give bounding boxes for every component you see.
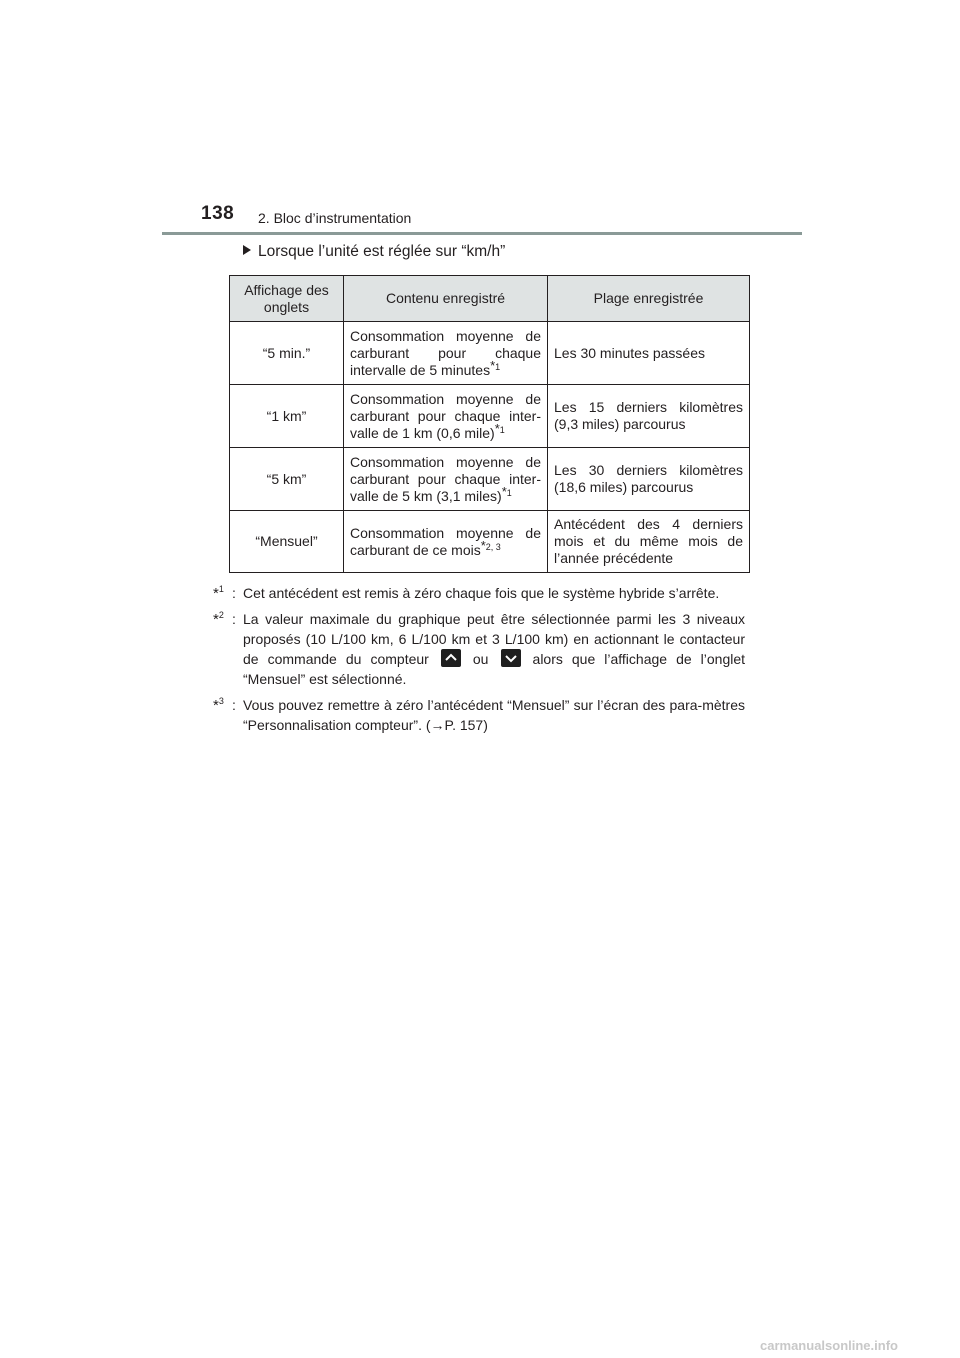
footnote-marker: *$^1$ :	[213, 584, 236, 602]
footnote-text-or: ou	[472, 651, 489, 667]
subheading-text: Lorsque l’unité est réglée sur “km/h”	[258, 243, 506, 260]
page-reference-link[interactable]: P. 157)	[444, 717, 488, 733]
footnote-text: Cet antécédent est remis à zéro chaque fois que le système hybride s’arrête.	[243, 585, 720, 601]
footnote-text: La valeur maximale du graphique peut être sélectionnée parmi les 3 niveaux proposés (10 L/100 km, 6 L/100 km et 3 L/100 km) en actionnant le contacteur de commande du compteur	[243, 611, 745, 667]
footnote-marker: *$^2$ :	[213, 610, 236, 628]
footnote-ref: *1	[494, 420, 505, 436]
row-tab: “Mensuel”	[230, 511, 344, 573]
header-content: Contenu enregistré	[344, 276, 548, 322]
right-triangle-icon	[243, 245, 251, 255]
footnote-text-after: alors que l’affichage de l’onglet “Mensuel” est sélectionné.	[243, 651, 746, 687]
table-row	[230, 322, 750, 385]
watermark: carmanualsonline.info	[760, 1338, 898, 1353]
footnote-3	[213, 695, 745, 735]
footnote-marker: *$^3$ :	[213, 696, 236, 714]
row-content-text: Consommation moyenne de carburant pour chaque intervalle de 5 minutes	[350, 327, 541, 378]
row-range: Les 30 derniers kilomètres (18,6 miles) parcourus	[548, 448, 750, 511]
footnote-ref-num: 2, 3	[485, 541, 501, 552]
row-content	[344, 511, 548, 573]
footnote-ref: *2, 3	[480, 537, 501, 553]
subheading	[243, 243, 505, 261]
footnote-ref-num: 1	[499, 424, 505, 435]
footnote-ref-num: 1	[506, 487, 512, 498]
row-content-text: Consommation moyenne de carburant pour chaque inter-valle de 5 km (3,1 miles)	[350, 453, 541, 504]
fuel-history-table	[229, 275, 750, 573]
row-content	[344, 385, 548, 448]
arrow-right-icon: →	[430, 717, 445, 733]
row-range: Antécédent des 4 derniers mois et du même mois de l’année précédente	[548, 511, 750, 573]
footnote-text: Vous pouvez remettre à zéro l’antécédent “Mensuel” sur l’écran des para-mètres “Personnalisation compteur”. (	[243, 697, 745, 733]
footnote-number: 1	[218, 584, 224, 594]
footnote-1	[213, 583, 745, 603]
table-header-row	[230, 276, 750, 322]
footnote-ref-num: 1	[495, 361, 501, 372]
footnote-2	[213, 609, 745, 689]
table-row	[230, 385, 750, 448]
footnote-ref: *1	[490, 357, 501, 373]
footnote-number: 3	[218, 696, 224, 706]
footnote-ref: *1	[501, 483, 512, 499]
page-number: 138	[201, 203, 235, 224]
row-tab: “5 min.”	[230, 322, 344, 385]
footnote-number: 2	[218, 610, 224, 620]
row-range: Les 15 derniers kilomètres (9,3 miles) parcourus	[548, 385, 750, 448]
section-title: 2. Bloc d’instrumentation	[258, 210, 412, 226]
row-tab: “5 km”	[230, 448, 344, 511]
table-row	[230, 448, 750, 511]
chevron-down-button-icon	[501, 649, 521, 667]
header-tab: Affichage des onglets	[230, 276, 344, 322]
row-content	[344, 322, 548, 385]
table-row	[230, 511, 750, 573]
row-range: Les 30 minutes passées	[548, 322, 750, 385]
row-content-text: Consommation moyenne de carburant de ce mois	[350, 524, 541, 558]
chevron-up-button-icon	[441, 649, 461, 667]
footnotes	[213, 583, 745, 741]
header-rule	[162, 232, 802, 235]
row-content-text: Consommation moyenne de carburant pour chaque inter-valle de 1 km (0,6 mile)	[350, 390, 541, 441]
row-tab: “1 km”	[230, 385, 344, 448]
header-range: Plage enregistrée	[548, 276, 750, 322]
row-content	[344, 448, 548, 511]
